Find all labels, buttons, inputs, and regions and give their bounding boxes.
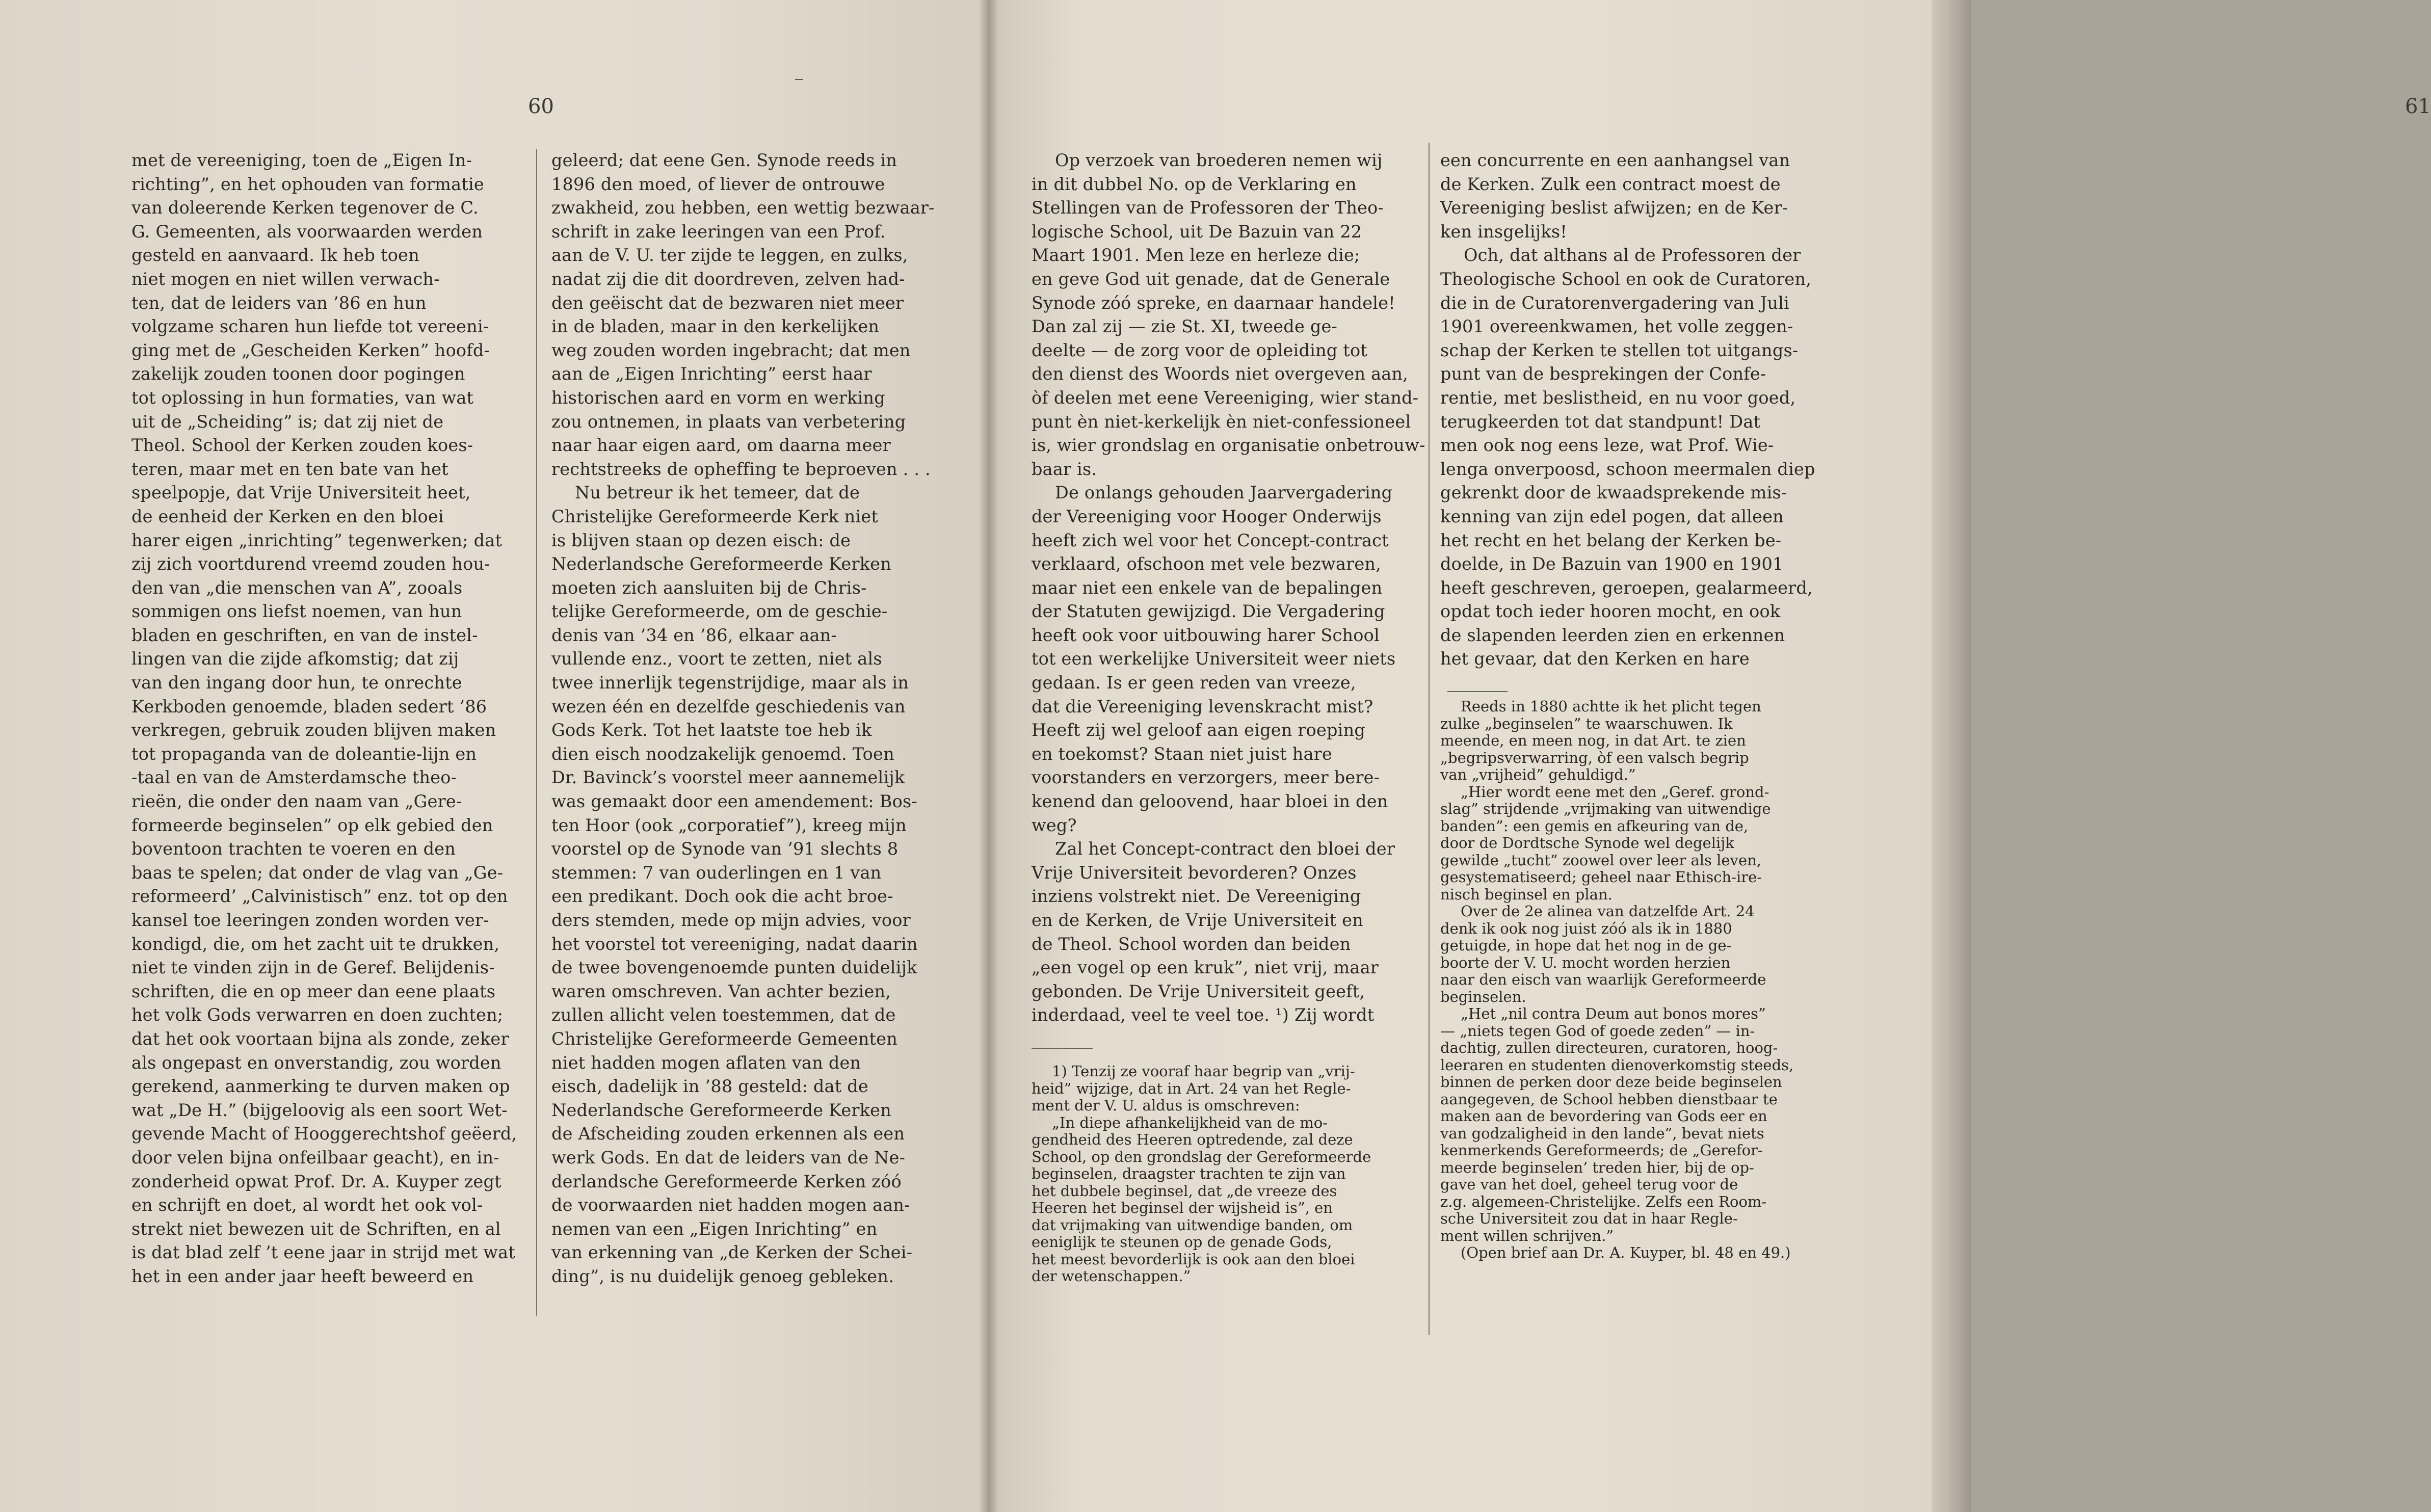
text-line: Dan zal zij — zie St. XI, tweede ge-: [1032, 316, 1338, 337]
text-line: waren omschreven. Van achter bezien,: [551, 981, 891, 1001]
text-line: Synode zóó spreke, en daarnaar handele!: [1032, 293, 1395, 313]
text-line: banden”: een gemis en afkeuring van de,: [1440, 817, 1749, 835]
footnote-column-2: [1440, 698, 1828, 1262]
text-line: zonderheid opwat Prof. Dr. A. Kuyper zegt: [131, 1171, 501, 1191]
text-line: geleerd; dat eene Gen. Synode reeds in: [551, 150, 897, 170]
text-line: tot oplossing in hun formaties, van wat: [131, 387, 474, 408]
left-page-column-2: [551, 149, 944, 1289]
text-line: gave van het doel, geheel terug voor de: [1440, 1176, 1738, 1193]
text-line: deelte — de zorg voor de opleiding tot: [1032, 340, 1367, 360]
text-line: tot een werkelijke Universiteit weer niets: [1032, 649, 1396, 669]
text-line: schap der Kerken te stellen tot uitgangs-: [1440, 340, 1799, 360]
text-line: ding”, is nu duidelijk genoeg gebleken.: [551, 1266, 894, 1286]
text-line: Heeren het beginsel der wijsheid is”, en: [1032, 1199, 1333, 1216]
column-divider-left: [536, 149, 537, 1316]
text-line: formeerde beginselen” op elk gebied den: [131, 815, 493, 835]
text-line: „In diepe afhankelijkheid van de mo-: [1052, 1113, 1328, 1131]
text-line: van godzaligheid in den lande”, bevat niets: [1440, 1124, 1764, 1142]
text-line: rechtstreeks de opheffing te beproeven . . .: [551, 459, 931, 479]
text-line: gesystematiseerd; geheel naar Ethisch-ire-: [1440, 868, 1762, 886]
page-number-right: 61: [2405, 95, 2431, 118]
text-line: gerekend, aanmerking te durven maken op: [131, 1076, 510, 1097]
text-line: Kerkboden genoemde, bladen sedert ’86: [131, 696, 487, 717]
text-line: het meest bevorderlijk is ook aan den bloei: [1032, 1250, 1355, 1268]
text-line: stemmen: 7 van ouderlingen en 1 van: [551, 862, 882, 883]
text-line: kenend dan geloovend, haar bloei in den: [1032, 791, 1388, 812]
text-line: verkregen, gebruik zouden blijven maken: [131, 720, 496, 740]
text-line: z.g. algemeen-Christelijke. Zelfs een Room-: [1440, 1192, 1767, 1210]
text-line: G. Gemeenten, als voorwaarden werden: [131, 221, 483, 242]
text-line: (Open brief aan Dr. A. Kuyper, bl. 48 en 49.): [1461, 1244, 1791, 1261]
text-line: ment der V. U. aldus is omschreven:: [1032, 1097, 1300, 1114]
text-line: aan de „Eigen Inrichting” eerst haar: [551, 364, 872, 384]
text-line: dachtig, zullen directeuren, curatoren, hoog-: [1440, 1039, 1778, 1056]
text-line: voorstel op de Synode van ’91 slechts 8: [551, 839, 899, 859]
text-line: strekt niet bewezen uit de Schriften, en al: [131, 1218, 501, 1239]
text-line: der Statuten gewijzigd. Die Vergadering: [1032, 601, 1385, 622]
page-number-left: 60: [528, 95, 554, 118]
text-line: een predikant. Doch ook die acht broe-: [551, 886, 893, 907]
text-line: maken aan de bevordering van Gods eer en: [1440, 1107, 1767, 1125]
text-line: het dubbele beginsel, dat „de vreeze des: [1032, 1182, 1337, 1200]
text-line: Christelijke Gereformeerde Gemeenten: [551, 1028, 897, 1049]
text-line: niet mogen en niet willen verwach-: [131, 269, 440, 289]
text-line: van „vrijheid” gehuldigd.”: [1440, 766, 1636, 783]
text-line: verklaard, ofschoon met vele bezwaren,: [1032, 554, 1382, 574]
text-line: de eenheid der Kerken en den bloei: [131, 506, 444, 526]
text-line: vullende enz., voort te zetten, niet als: [551, 649, 882, 669]
text-line: schriften, die en op meer dan eene plaats: [131, 981, 496, 1001]
text-line: gesteld en aanvaard. Ik heb toen: [131, 245, 419, 266]
text-line: als ongepast en onverstandig, zou worden: [131, 1052, 501, 1073]
text-line: kondigd, die, om het zacht uit te drukken,: [131, 934, 500, 954]
text-line: binnen de perken door deze beide beginselen: [1440, 1073, 1782, 1091]
left-page: [0, 0, 986, 1512]
text-line: de voorwaarden niet hadden mogen aan-: [551, 1195, 910, 1215]
text-line: dat die Vereeniging levenskracht mist?: [1032, 696, 1373, 717]
text-line: terugkeerden tot dat standpunt! Dat: [1440, 411, 1761, 432]
text-line: ten Hoor (ook „corporatief”), kreeg mijn: [551, 815, 907, 835]
text-line: weg zouden worden ingebracht; dat men: [551, 340, 911, 360]
text-line: Reeds in 1880 achtte ik het plicht tegen: [1461, 698, 1761, 715]
text-line: aan de V. U. ter zijde te leggen, en zulks,: [551, 245, 908, 266]
text-line: Christelijke Gereformeerde Kerk niet: [551, 506, 879, 526]
text-line: van erkenning van „de Kerken der Schei-: [551, 1242, 913, 1263]
text-line: Over de 2e alinea van datzelfde Art. 24: [1461, 903, 1755, 920]
text-line: niet hadden mogen aflaten van den: [551, 1052, 861, 1073]
text-line: rentie, met beslistheid, en nu voor goed,: [1440, 387, 1796, 408]
text-line: in dit dubbel No. op de Verklaring en: [1032, 174, 1357, 194]
text-line: aangegeven, de School hebben dienstbaar te: [1440, 1090, 1778, 1108]
text-line: gewilde „tucht” zoowel over leer als leven,: [1440, 851, 1761, 869]
text-line: Theol. School der Kerken zouden koes-: [131, 435, 473, 456]
text-line: het gevaar, dat den Kerken en hare: [1440, 649, 1750, 669]
text-line: door de Dordtsche Synode wel degelijk: [1440, 834, 1734, 852]
text-line: den van „die menschen van A”, zooals: [131, 577, 463, 598]
text-line: uit de „Scheiding” is; dat zij niet de: [131, 411, 444, 432]
text-line: ment willen schrijven.”: [1440, 1227, 1614, 1244]
text-line: nemen van een „Eigen Inrichting” en: [551, 1218, 878, 1239]
text-line: kenmerkends Gereformeerds; de „Gerefor-: [1440, 1142, 1763, 1159]
text-line: telijke Gereformeerde, om de geschie-: [551, 601, 888, 622]
text-line: ten, dat de leiders van ’86 en hun: [131, 293, 427, 313]
text-line: der Vereeniging voor Hooger Onderwijs: [1032, 506, 1382, 526]
text-line: gedaan. Is er geen reden van vreeze,: [1032, 673, 1356, 693]
text-line: „Het „nil contra Deum aut bonos mores”: [1461, 1005, 1766, 1022]
text-line: bladen en geschriften, en van de instel-: [131, 625, 478, 645]
text-line: teren, maar met en ten bate van het: [131, 459, 448, 479]
text-line: wezen één en dezelfde geschiedenis van: [551, 696, 906, 717]
text-line: schrift in zake leeringen van een Prof.: [551, 221, 886, 242]
text-line: niet te vinden zijn in de Geref. Belijdenis-: [131, 958, 495, 978]
text-line: het volk Gods verwarren en doen zuchten;: [131, 1005, 504, 1025]
text-line: Nederlandsche Gereformeerde Kerken: [551, 1100, 891, 1120]
text-line: wat „De H.” (bijgeloovig als een soort Wet-: [131, 1100, 508, 1120]
text-line: rieën, die onder den naam van „Gere-: [131, 791, 462, 812]
text-line: is, wier grondslag en organisatie onbetrouw-: [1032, 435, 1425, 456]
text-line: Gods Kerk. Tot het laatste toe heb ik: [551, 720, 872, 740]
text-line: was gemaakt door een amendement: Bos-: [551, 791, 917, 812]
text-line: is blijven staan op dezen eisch: de: [551, 530, 851, 550]
text-line: historischen aard en vorm en werking: [551, 387, 885, 408]
text-line: punt èn niet-kerkelijk èn niet-confessioneel: [1032, 411, 1411, 432]
text-line: de Kerken. Zulk een contract moest de: [1440, 174, 1781, 194]
text-line: Vereeniging beslist afwijzen; en de Ker-: [1440, 198, 1788, 218]
text-line: kenning van zijn edel pogen, dat alleen: [1440, 506, 1784, 526]
text-line: het recht en het belang der Kerken be-: [1440, 530, 1782, 550]
text-line: richting”, en het ophouden van formatie: [131, 174, 484, 194]
text-line: zullen allicht velen toestemmen, dat de: [551, 1005, 896, 1025]
text-line: naar haar eigen aard, om daarna meer: [551, 435, 891, 456]
text-line: tot propaganda van de doleantie-lijn en: [131, 744, 477, 764]
column-divider-right: [1429, 143, 1430, 1335]
text-line: meerde beginselen’ treden hier, bij de op-: [1440, 1158, 1754, 1176]
text-line: Maart 1901. Men leze en herleze die;: [1032, 245, 1360, 266]
book-gutter: [979, 0, 999, 1512]
text-line: zulke „beginselen” te waarschuwen. Ik: [1440, 714, 1733, 732]
text-line: gebonden. De Vrije Universiteit geeft,: [1032, 981, 1365, 1001]
footnote-column-1: [1032, 1063, 1419, 1285]
text-line: 1896 den moed, of liever de ontrouwe: [551, 174, 885, 194]
text-line: Nederlandsche Gereformeerde Kerken: [551, 554, 891, 574]
text-line: 1901 overeenkwamen, het volle zeggen-: [1440, 316, 1793, 337]
text-line: inderdaad, veel te veel toe. ¹) Zij wordt: [1032, 1005, 1375, 1025]
text-line: is dat blad zelf ’t eene jaar in strijd met wat: [131, 1242, 516, 1263]
text-line: de twee bovengenoemde punten duidelijk: [551, 958, 917, 978]
text-line: en toekomst? Staan niet juist hare: [1032, 744, 1332, 764]
text-line: Heeft zij wel geloof aan eigen roeping: [1032, 720, 1365, 740]
text-line: Nu betreur ik het temeer, dat de: [575, 483, 860, 503]
text-line: eisch, dadelijk in ’88 gesteld: dat de: [551, 1076, 868, 1097]
text-line: voorstanders en verzorgers, meer bere-: [1032, 767, 1380, 788]
text-line: naar den eisch van waarlijk Gereformeerde: [1440, 971, 1766, 988]
text-line: inziens volstrekt niet. De Vereeniging: [1032, 886, 1361, 907]
text-line: den geëischt dat de bezwaren niet meer: [551, 293, 904, 313]
text-line: den dienst des Woords niet overgeven aan,: [1032, 364, 1409, 384]
text-line: in de bladen, maar in den kerkelijken: [551, 316, 880, 337]
text-line: leeraren en studenten dienoverkomstig steeds,: [1440, 1056, 1794, 1074]
text-line: heid” wijzige, dat in Art. 24 van het Regle-: [1032, 1079, 1351, 1097]
text-line: door velen bijna onfeilbaar geacht), en in-: [131, 1147, 499, 1168]
text-line: zakelijk zouden toonen door pogingen: [131, 364, 465, 384]
text-line: sche Universiteit zou dat in haar Regle-: [1440, 1210, 1738, 1227]
page-edge: [1932, 0, 1971, 1512]
text-line: heeft geschreven, geroepen, gealarmeerd,: [1440, 577, 1813, 598]
text-line: logische School, uit De Bazuin van 22: [1032, 221, 1362, 242]
text-line: derlandsche Gereformeerde Kerken zóó: [551, 1171, 902, 1191]
text-line: men ook nog eens leze, wat Prof. Wie-: [1440, 435, 1774, 456]
text-line: meende, en meen nog, in dat Art. te zien: [1440, 732, 1746, 749]
text-line: Theologische School en ook de Curatoren,: [1440, 269, 1812, 289]
text-line: kansel toe leeringen zonden worden ver-: [131, 910, 489, 930]
text-line: het in een ander jaar heeft beweerd en: [131, 1266, 474, 1286]
text-line: — „niets tegen God of goede zeden” — in-: [1440, 1022, 1755, 1040]
text-line: en de Kerken, de Vrije Universiteit en: [1032, 910, 1363, 930]
text-line: Dr. Bavinck’s voorstel meer aannemelijk: [551, 767, 905, 788]
text-line: reformeerd’ „Calvinistisch” enz. tot op den: [131, 886, 508, 907]
text-line: met de vereeniging, toen de „Eigen In-: [131, 150, 472, 170]
text-line: twee innerlijk tegenstrijdige, maar als in: [551, 673, 909, 693]
text-line: boorte der V. U. mocht worden herzien: [1440, 953, 1731, 971]
text-line: ken insgelijks!: [1440, 221, 1567, 242]
text-line: de Afscheiding zouden erkennen als een: [551, 1124, 905, 1144]
text-line: van doleerende Kerken tegenover de C.: [131, 198, 479, 218]
footnote-rule: [1032, 1048, 1093, 1049]
text-line: doelde, in De Bazuin van 1900 en 1901: [1440, 554, 1784, 574]
text-line: baar is.: [1032, 459, 1097, 479]
text-line: de Theol. School worden dan beiden: [1032, 934, 1351, 954]
text-line: gekrenkt door de kwaadsprekende mis-: [1440, 483, 1787, 503]
text-line: volgzame scharen hun liefde tot vereeni-: [131, 316, 489, 337]
text-line: zou ontnemen, in plaats van verbetering: [551, 411, 906, 432]
text-line: -taal en van de Amsterdamsche theo-: [131, 767, 457, 788]
text-line: der wetenschappen.”: [1032, 1267, 1191, 1285]
text-line: harer eigen „inrichting” tegenwerken; dat: [131, 530, 503, 550]
text-line: getuigde, in hope dat het nog in de ge-: [1440, 937, 1732, 954]
text-line: heeft zich wel voor het Concept-contract: [1032, 530, 1389, 550]
text-line: en schrijft en doet, al wordt het ook vol-: [131, 1195, 483, 1215]
text-line: dat vrijmaking van uitwendige banden, om: [1032, 1216, 1353, 1234]
text-line: dien eisch noodzakelijk genoemd. Toen: [551, 744, 894, 764]
text-line: een concurrente en een aanhangsel van: [1440, 150, 1790, 170]
text-line: Op verzoek van broederen nemen wij: [1055, 150, 1383, 170]
text-line: de slapenden leerden zien en erkennen: [1440, 625, 1785, 645]
text-line: nadat zij die dit doordreven, zelven had-: [551, 269, 905, 289]
text-line: „Hier wordt eene met den „Geref. grond-: [1461, 783, 1769, 801]
text-line: beginselen, draagster trachten te zijn van: [1032, 1165, 1346, 1182]
text-line: lingen van die zijde afkomstig; dat zij: [131, 649, 459, 669]
text-line: gevende Macht of Hooggerechtshof geëerd,: [131, 1124, 517, 1144]
text-line: denis van ’34 en ’86, elkaar aan-: [551, 625, 837, 645]
print-mark: [795, 79, 803, 80]
text-line: denk ik ook nog juist zóó als ik in 1880: [1440, 919, 1732, 937]
text-line: die in de Curatorenvergadering van Juli: [1440, 293, 1789, 313]
text-line: dat het ook voortaan bijna als zonde, zeker: [131, 1028, 509, 1049]
text-line: boventoon trachten te voeren en den: [131, 839, 456, 859]
text-line: Vrije Universiteit bevorderen? Onzes: [1032, 862, 1357, 883]
text-line: het voorstel tot vereeniging, nadat daarin: [551, 934, 918, 954]
left-page-column-1: [131, 149, 524, 1289]
text-line: weg?: [1032, 815, 1077, 835]
text-line: Stellingen van de Professoren der Theo-: [1032, 198, 1384, 218]
text-line: sommigen ons liefst noemen, van hun: [131, 601, 462, 622]
text-line: heeft ook voor uitbouwing harer School: [1032, 625, 1380, 645]
text-line: eeniglijk te steunen op de genade Gods,: [1032, 1233, 1332, 1251]
text-line: speelpopje, dat Vrije Universiteit heet,: [131, 483, 471, 503]
text-line: en geve God uit genade, dat de Generale: [1032, 269, 1390, 289]
right-page-column-1: [1032, 149, 1425, 1027]
right-page-column-2: [1440, 149, 1828, 671]
text-line: ders stemden, mede op mijn advies, voor: [551, 910, 911, 930]
text-line: van den ingang door hun, te onrechte: [131, 673, 462, 693]
text-line: baas te spelen; dat onder de vlag van „Ge-: [131, 862, 504, 883]
text-line: Och, dat althans al de Professoren der: [1464, 245, 1801, 266]
text-line: „begripsverwarring, òf een valsch begrip: [1440, 749, 1749, 766]
text-line: ging met de „Gescheiden Kerken” hoofd-: [131, 340, 490, 360]
text-line: zij zich voortdurend vreemd zouden hou-: [131, 554, 490, 574]
text-line: punt van de besprekingen der Confe-: [1440, 364, 1766, 384]
text-line: moeten zich aansluiten bij de Chris-: [551, 577, 867, 598]
text-line: maar niet een enkele van de bepalingen: [1032, 577, 1383, 598]
text-line: Zal het Concept-contract den bloei der: [1055, 839, 1395, 859]
text-line: lenga onverpoosd, schoon meermalen diep: [1440, 459, 1815, 479]
text-line: nisch beginsel en plan.: [1440, 885, 1613, 903]
text-line: òf deelen met eene Vereeniging, wier stand-: [1032, 387, 1419, 408]
text-line: „een vogel op een kruk”, niet vrij, maar: [1032, 958, 1379, 978]
text-line: slag” strijdende „vrijmaking van uitwendige: [1440, 800, 1771, 817]
text-line: De onlangs gehouden Jaarvergadering: [1055, 483, 1393, 503]
text-line: 1) Tenzij ze vooraf haar begrip van „vrij-: [1052, 1063, 1355, 1080]
text-line: opdat toch ieder hooren mocht, en ook: [1440, 601, 1781, 622]
text-line: werk Gods. En dat de leiders van de Ne-: [551, 1147, 906, 1168]
text-line: School, op den grondslag der Gereformeerde: [1032, 1148, 1371, 1165]
text-line: gendheid des Heeren optredende, zal deze: [1032, 1131, 1353, 1148]
text-line: zwakheid, zou hebben, een wettig bezwaar-: [551, 198, 935, 218]
text-line: beginselen.: [1440, 988, 1526, 1005]
footnote-rule-2: [1447, 691, 1508, 692]
